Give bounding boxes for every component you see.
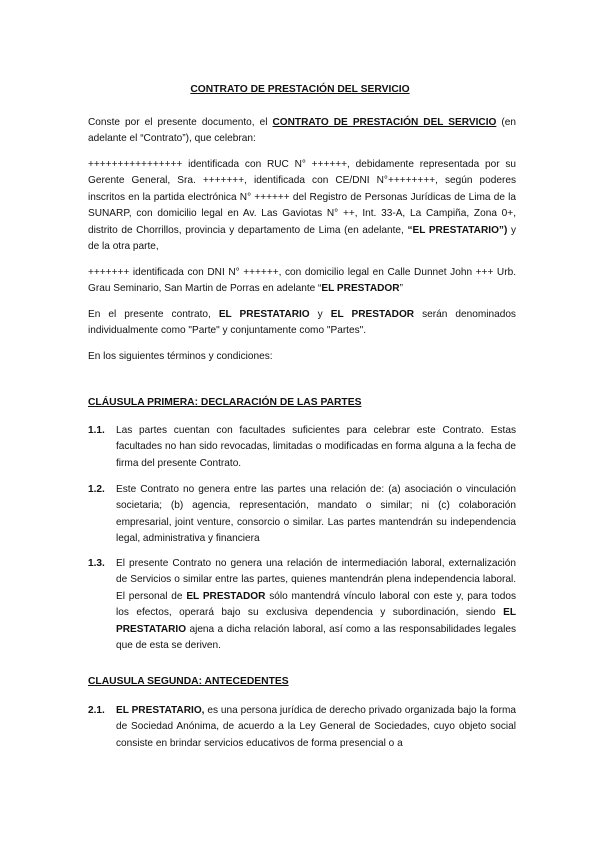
clause-1-heading: CLÁUSULA PRIMERA: DECLARACIÓN DE LAS PARTES [88, 397, 362, 408]
clause-1-2-number: 1.2. [88, 484, 105, 495]
clause-2-heading: CLAUSULA SEGUNDA: ANTECEDENTES [88, 676, 289, 687]
intro-paragraph-2 [88, 157, 516, 255]
intro-paragraph-1 [88, 115, 516, 148]
clause-2-1-body: es una persona jurídica de derecho privado organizada bajo la forma de Sociedad Anónima, de acuerdo a la Ley General de Sociedades, cuyo objeto social consiste en brindar servicios educativos de forma presencial o a [116, 705, 516, 749]
prestatario-term: EL PRESTATARIO [218, 309, 310, 320]
intro-p2-text: ++++++++++++++++ identificada con RUC N° ++++++, debidamente representada por su Gerente General, Sra. +++++++, identificada con CE/DNI N°++++++++, según poderes inscritos en la partida electrónica N° ++++++ del Registro de Personas Jurídicas de Lima de la SUNARP, con domicilio legal en Av. Las Gaviotas N° ++, Int. 33-A, La Campiña, Zona 0+, distrito de Chorrillos, provincia y departamento de Lima (en adelante, [88, 159, 516, 236]
intro-p3-tail: ” [399, 283, 403, 295]
prestatario-label: “EL PRESTATARIO”) [407, 224, 508, 236]
prestador-term: EL PRESTADOR [330, 309, 415, 320]
intro-p4-text: En el presente contrato, [88, 309, 219, 320]
clause-2-1-prestatario: EL PRESTATARIO, [116, 705, 205, 716]
intro-p1-text: Conste por el presente documento, el [88, 117, 273, 128]
intro-p3-text: +++++++ identificada con DNI N° ++++++, con domicilio legal en Calle Dunnet John +++ Urb. Grau Seminario, San Martin de Porras en adelante “ [88, 267, 516, 295]
clause-1-3-text [116, 556, 516, 654]
intro-paragraph-5: En los siguientes términos y condiciones: [88, 351, 273, 362]
intro-p1-tail: (en adelante el “Contrato”), que celebran: [88, 117, 516, 145]
clause-1-2-text: Este Contrato no genera entre las partes una relación de: (a) asociación o vinculación societaria; (b) agencia, representación, mandato o similar; ni (c) colaboración empresarial, joint venture, consorcio o similar. Las partes mantendrán su independencia legal, administrativa y financiera [116, 484, 516, 545]
intro-paragraph-4 [88, 307, 516, 340]
clause-1-3-part-e: ajena a dicha relación laboral, así como a las responsabilidades legales que de esta se deriven. [116, 623, 516, 652]
document-title: CONTRATO DE PRESTACIÓN DEL SERVICIO [190, 84, 410, 95]
contract-name: CONTRATO DE PRESTACIÓN DEL SERVICIO [272, 117, 497, 128]
clause-2-1-text [116, 703, 516, 752]
clause-1-3-prestador: EL PRESTADOR [186, 590, 266, 602]
clause-1-1-number: 1.1. [88, 425, 105, 436]
clause-1-3-prestatario: EL PRESTATARIO [116, 607, 516, 635]
intro-p4-and: y [309, 309, 331, 320]
clause-1-3-part-c: sólo mantendrá vínculo laboral con este y, para todos los efectos, operará bajo su exclusiva dependencia y subordinación, siendo [116, 590, 516, 619]
intro-p4-tail: serán denominados individualmente como "Parte" y conjuntamente como "Partes". [88, 309, 516, 337]
prestador-label: EL PRESTADOR [321, 283, 400, 295]
clause-1-3-part-a: El presente Contrato no genera una relación de intermediación laboral, externalización de Servicios o similar entre las partes, quienes mantendrán plena independencia laboral. El personal de [116, 558, 516, 602]
intro-paragraph-3 [88, 265, 516, 298]
intro-p2-tail: y de la otra parte, [88, 224, 516, 253]
clause-2-1-number: 2.1. [88, 705, 105, 716]
clause-1-1-text: Las partes cuentan con facultades suficientes para celebrar este Contrato. Estas facultades no han sido revocadas, limitadas o modificadas en forma alguna a la fecha de firma del presente Contrato. [116, 425, 516, 469]
clause-1-3-number: 1.3. [88, 558, 105, 569]
